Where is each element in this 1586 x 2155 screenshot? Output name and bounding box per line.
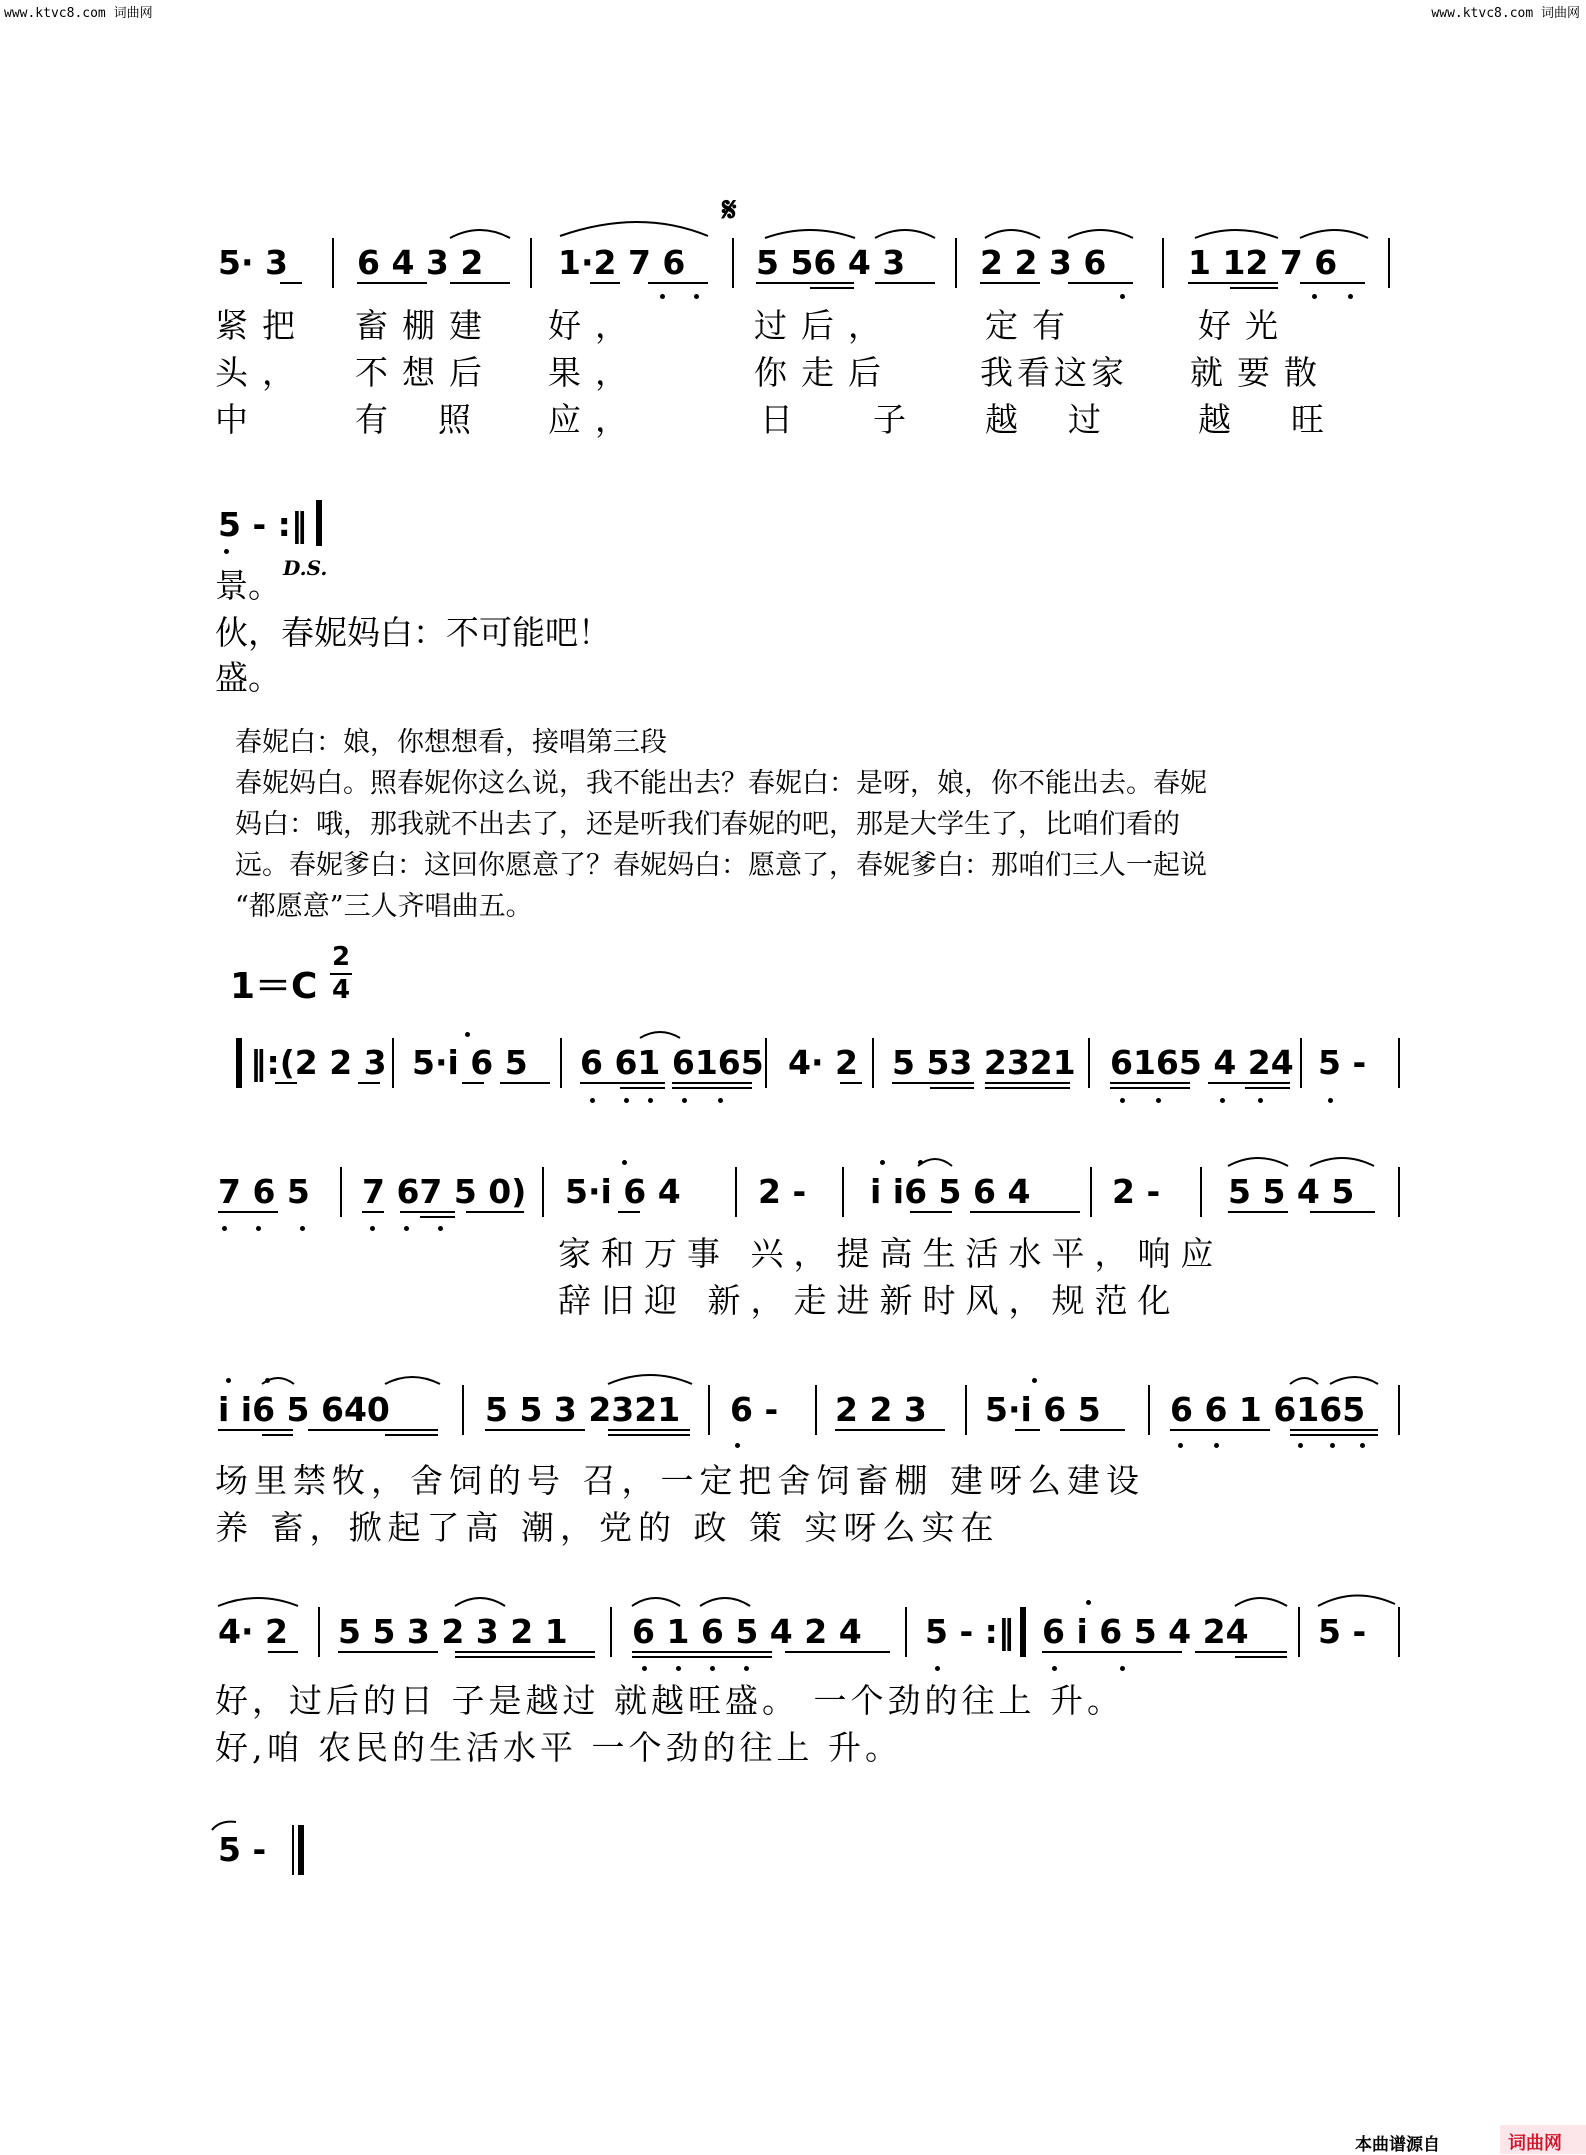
- low-dot: [1120, 1666, 1125, 1671]
- low-dot: [1120, 294, 1125, 299]
- repeat-end-barline: [1020, 1607, 1026, 1657]
- measure: 5·i 6 4: [565, 1172, 681, 1211]
- lyric: 辞旧迎 新，走进新时风，规范化: [558, 1281, 1181, 1320]
- low-dot: [300, 1226, 305, 1231]
- underline: [466, 1211, 524, 1213]
- underline: [970, 1211, 1080, 1213]
- low-dot: [624, 1098, 629, 1103]
- underline: [362, 1211, 384, 1213]
- measure: 5 - :‖: [925, 1612, 1015, 1651]
- underline: [485, 1429, 585, 1431]
- measure: 7 67 5 0): [362, 1172, 527, 1211]
- measure: 1 12 7 6: [1188, 243, 1338, 282]
- underline: [358, 1082, 380, 1084]
- underline: [1310, 1211, 1375, 1213]
- underline: [262, 1434, 293, 1436]
- underline: [875, 282, 935, 284]
- barline: [905, 1607, 907, 1657]
- lyric: 好，过后的日 子是越过 就越旺盛。 一个劲的往上 升。: [215, 1681, 1124, 1720]
- barline: [530, 238, 532, 288]
- low-dot: [256, 1226, 261, 1231]
- underline: [1290, 1434, 1378, 1436]
- underline: [632, 1656, 772, 1658]
- underline: [985, 1087, 1070, 1089]
- underline: [268, 1651, 298, 1653]
- lyric: 过后，: [754, 306, 895, 345]
- barline: [340, 1167, 342, 1217]
- lyric-with-speech: 伙，春妮妈白：不可能吧！: [215, 613, 611, 652]
- barline: [1298, 1607, 1300, 1657]
- low-dot: [1348, 294, 1353, 299]
- underline: [618, 1211, 640, 1213]
- underline: [1290, 1429, 1378, 1431]
- barline: [1398, 1385, 1400, 1435]
- barline: [542, 1167, 544, 1217]
- low-dot: [710, 1666, 715, 1671]
- underline: [756, 282, 854, 284]
- measure: 7 6 5: [218, 1172, 310, 1211]
- barline: [1300, 1038, 1302, 1088]
- narration-line: 妈白：哦，那我就不出去了，还是听我们春妮的吧，那是大学生了，比咱们看的: [235, 809, 1180, 840]
- underline: [835, 1429, 945, 1431]
- barline: [842, 1167, 844, 1217]
- underline: [648, 282, 708, 284]
- barline: [318, 1607, 320, 1657]
- measure: i i6 5 6 4: [870, 1172, 1031, 1211]
- measure: 6 6 1 6165: [1170, 1390, 1366, 1429]
- underline: [785, 1651, 890, 1653]
- header-right-site[interactable]: www.ktvc8.com 词曲网: [1431, 6, 1580, 21]
- barline: [332, 238, 334, 288]
- underline: [1300, 282, 1365, 284]
- underline: [1170, 1429, 1270, 1431]
- system2-notes: 5 - :‖: [218, 505, 308, 544]
- underline: [455, 1656, 595, 1658]
- barline: [1088, 1038, 1090, 1088]
- underline: [1230, 287, 1278, 289]
- underline: [840, 1082, 862, 1084]
- high-dot: [1032, 1378, 1037, 1383]
- underline: [1188, 282, 1278, 284]
- low-dot: [1312, 294, 1317, 299]
- measure: 5 53 2321: [892, 1043, 1076, 1082]
- underline: [218, 1211, 278, 1213]
- underline: [1015, 1429, 1040, 1431]
- high-dot: [226, 1378, 231, 1383]
- low-dot: [438, 1226, 443, 1231]
- barline: [610, 1607, 612, 1657]
- measure: 6 4 3 2: [357, 243, 484, 282]
- underline: [1110, 1082, 1190, 1084]
- high-dot: [918, 1160, 923, 1165]
- lyric: 定有: [985, 306, 1079, 345]
- low-dot: [648, 1098, 653, 1103]
- underline: [608, 1434, 690, 1436]
- high-dot: [880, 1160, 885, 1165]
- low-dot: [1330, 1443, 1335, 1448]
- underline: [1110, 1087, 1190, 1089]
- underline: [1042, 1651, 1182, 1653]
- final-barline: [298, 1825, 304, 1875]
- barline: [1398, 1167, 1400, 1217]
- measure: 2 -: [758, 1172, 807, 1211]
- lyric: 越旺: [1198, 400, 1384, 439]
- underline: [500, 1082, 550, 1084]
- narration-line: 春妮白：娘，你想想看，接唱第三段: [235, 727, 667, 758]
- barline: [955, 238, 957, 288]
- lyric: 紧把: [215, 306, 309, 345]
- barline: [965, 1385, 967, 1435]
- underline: [590, 282, 620, 284]
- lyric: 畜棚建: [355, 306, 496, 345]
- underline: [280, 282, 302, 284]
- low-dot: [1214, 1443, 1219, 1448]
- low-dot: [1178, 1443, 1183, 1448]
- barline: [1398, 1038, 1400, 1088]
- underline: [1195, 1651, 1287, 1653]
- underline: [608, 1429, 690, 1431]
- lyric: 日子: [760, 400, 986, 439]
- segno-sign: 𝄋: [722, 190, 737, 230]
- barline: [1398, 1607, 1400, 1657]
- measure: 5 -: [1318, 1043, 1367, 1082]
- narration-line: “都愿意”三人齐唱曲五。: [235, 891, 533, 922]
- low-dot: [744, 1666, 749, 1671]
- lyric: 应，: [548, 400, 642, 439]
- underline: [910, 1211, 952, 1213]
- footer-logo-text: 词曲网: [1508, 2133, 1562, 2154]
- low-dot: [1328, 1098, 1333, 1103]
- underline: [455, 1651, 595, 1653]
- barline: [1388, 238, 1390, 288]
- low-dot: [1360, 1443, 1365, 1448]
- underline: [1228, 1211, 1288, 1213]
- underline: [450, 282, 510, 284]
- barline: [765, 1038, 767, 1088]
- underline: [420, 1216, 455, 1218]
- lyric: 果，: [548, 353, 642, 392]
- barline: [815, 1385, 817, 1435]
- underline: [1235, 1656, 1287, 1658]
- barline: [392, 1038, 394, 1088]
- lyric: 不想后: [355, 353, 496, 392]
- lyric: 好，: [548, 306, 642, 345]
- barline: [708, 1385, 710, 1435]
- low-dot: [370, 1226, 375, 1231]
- low-dot: [404, 1226, 409, 1231]
- low-dot: [1258, 1098, 1263, 1103]
- narration-line: 远。春妮爹白：这回你愿意了？春妮妈白：愿意了，春妮爹白：那咱们三人一起说: [235, 850, 1207, 881]
- low-dot: [1052, 1666, 1057, 1671]
- measure: 2 2 3 6: [980, 243, 1107, 282]
- measure: 5 -: [1318, 1612, 1367, 1651]
- barline: [732, 238, 734, 288]
- barline: [1090, 1167, 1092, 1217]
- barline: [292, 1825, 294, 1875]
- underline: [218, 1429, 293, 1431]
- low-dot: [224, 549, 229, 554]
- underline: [1245, 1087, 1290, 1089]
- barline: [872, 1038, 874, 1088]
- measure: 6 -: [730, 1390, 779, 1429]
- lyric: 景。: [215, 566, 281, 605]
- lyric: 中: [215, 400, 262, 439]
- underline: [620, 1087, 665, 1089]
- underline: [980, 282, 1040, 284]
- final-barline: [316, 500, 322, 546]
- barline: [560, 1038, 562, 1088]
- underline: [810, 287, 854, 289]
- low-dot: [694, 294, 699, 299]
- lyric: 好,咱 农民的生活水平 一个劲的往上 升。: [215, 1728, 902, 1767]
- underline: [672, 1082, 752, 1084]
- measure: 5· 3: [218, 243, 288, 282]
- barline: [462, 1385, 464, 1435]
- low-dot: [1220, 1098, 1225, 1103]
- footer-source-text: 本曲谱源自: [1355, 2135, 1440, 2155]
- low-dot: [1120, 1098, 1125, 1103]
- measure: 6 i 6 5 4 24: [1042, 1612, 1249, 1651]
- underline: [985, 1082, 1070, 1084]
- measure: 4· 2: [218, 1612, 288, 1651]
- measure: 2 -: [1112, 1172, 1161, 1211]
- lyric: 越过: [985, 400, 1151, 439]
- measure: 6 1 6 5 4 2 4: [632, 1612, 862, 1651]
- underline: [357, 282, 427, 284]
- measure: 5 5 3 2321: [485, 1390, 681, 1429]
- underline: [632, 1651, 772, 1653]
- lyric: 有照: [355, 400, 521, 439]
- low-dot: [735, 1443, 740, 1448]
- low-dot: [718, 1098, 723, 1103]
- high-dot: [1086, 1600, 1091, 1605]
- measure: 5 5 3 2 3 2 1: [338, 1612, 568, 1651]
- low-dot: [1298, 1443, 1303, 1448]
- underline: [1208, 1082, 1290, 1084]
- underline: [338, 1651, 438, 1653]
- underline: [400, 1211, 455, 1213]
- underline: [385, 1434, 438, 1436]
- low-dot: [682, 1098, 687, 1103]
- narration-line: 春妮妈白。照春妮你这么说，我不能出去？春妮白：是呀，娘，你不能出去。春妮: [235, 768, 1207, 799]
- underline: [1068, 282, 1133, 284]
- measure: 5 5 4 5: [1228, 1172, 1355, 1211]
- underline: [672, 1087, 752, 1089]
- lyric: 家和万事 兴，提高生活水平，响应: [558, 1234, 1224, 1273]
- lyric: 好光: [1198, 306, 1292, 345]
- measure: 6165 4 24: [1110, 1043, 1294, 1082]
- lyric: 场里禁牧，舍饲的号 召，一定把舍饲畜棚 建呀么建设: [215, 1461, 1145, 1500]
- barline: [1148, 1385, 1150, 1435]
- lyric: 养 畜，掀起了高 潮，党的 政 策 实呀么实在: [215, 1508, 1000, 1547]
- measure: 2 2 3: [835, 1390, 927, 1429]
- lyric: 盛。: [215, 658, 281, 697]
- low-dot: [676, 1666, 681, 1671]
- underline: [580, 1082, 665, 1084]
- key-signature: 1＝C: [230, 966, 318, 1007]
- footer-logo-badge[interactable]: [1500, 2125, 1586, 2154]
- repeat-start-barline: [236, 1038, 242, 1088]
- high-dot: [265, 1378, 270, 1383]
- low-dot: [660, 294, 665, 299]
- low-dot: [642, 1666, 647, 1671]
- underline: [308, 1429, 438, 1431]
- low-dot: [935, 1666, 940, 1671]
- underline: [930, 1087, 974, 1089]
- measure: 6 61 6165: [580, 1043, 764, 1082]
- high-dot: [622, 1160, 627, 1165]
- low-dot: [222, 1226, 227, 1231]
- time-signature-top: 2: [332, 942, 351, 972]
- measure: 5 -: [218, 1830, 267, 1869]
- barline: [735, 1167, 737, 1217]
- lyric: 就要散: [1190, 353, 1331, 392]
- underline: [275, 1082, 297, 1084]
- low-dot: [1156, 1098, 1161, 1103]
- measure: 4· 2: [788, 1043, 858, 1082]
- underline: [462, 1082, 484, 1084]
- lyric: 头，: [215, 353, 309, 392]
- lyric: 你走后: [754, 353, 895, 392]
- lyric: 我看这家: [980, 353, 1128, 392]
- barline: [1162, 238, 1164, 288]
- dal-segno-mark: D.S.: [283, 556, 328, 580]
- measure: 1·2 7 6: [558, 243, 686, 282]
- measure: 5·i 6 5: [985, 1390, 1101, 1429]
- time-signature-bottom: 4: [332, 975, 351, 1005]
- header-left-site[interactable]: www.ktvc8.com 词曲网: [4, 6, 153, 21]
- measure: ‖:(2 2 3: [250, 1043, 387, 1082]
- low-dot: [590, 1098, 595, 1103]
- measure: 5·i 6 5: [412, 1043, 528, 1082]
- measure: i i6 5 640: [218, 1390, 390, 1429]
- barline: [1200, 1167, 1202, 1217]
- underline: [892, 1082, 974, 1084]
- underline: [1060, 1429, 1125, 1431]
- high-dot: [465, 1032, 470, 1037]
- measure: 5 56 4 3: [756, 243, 906, 282]
